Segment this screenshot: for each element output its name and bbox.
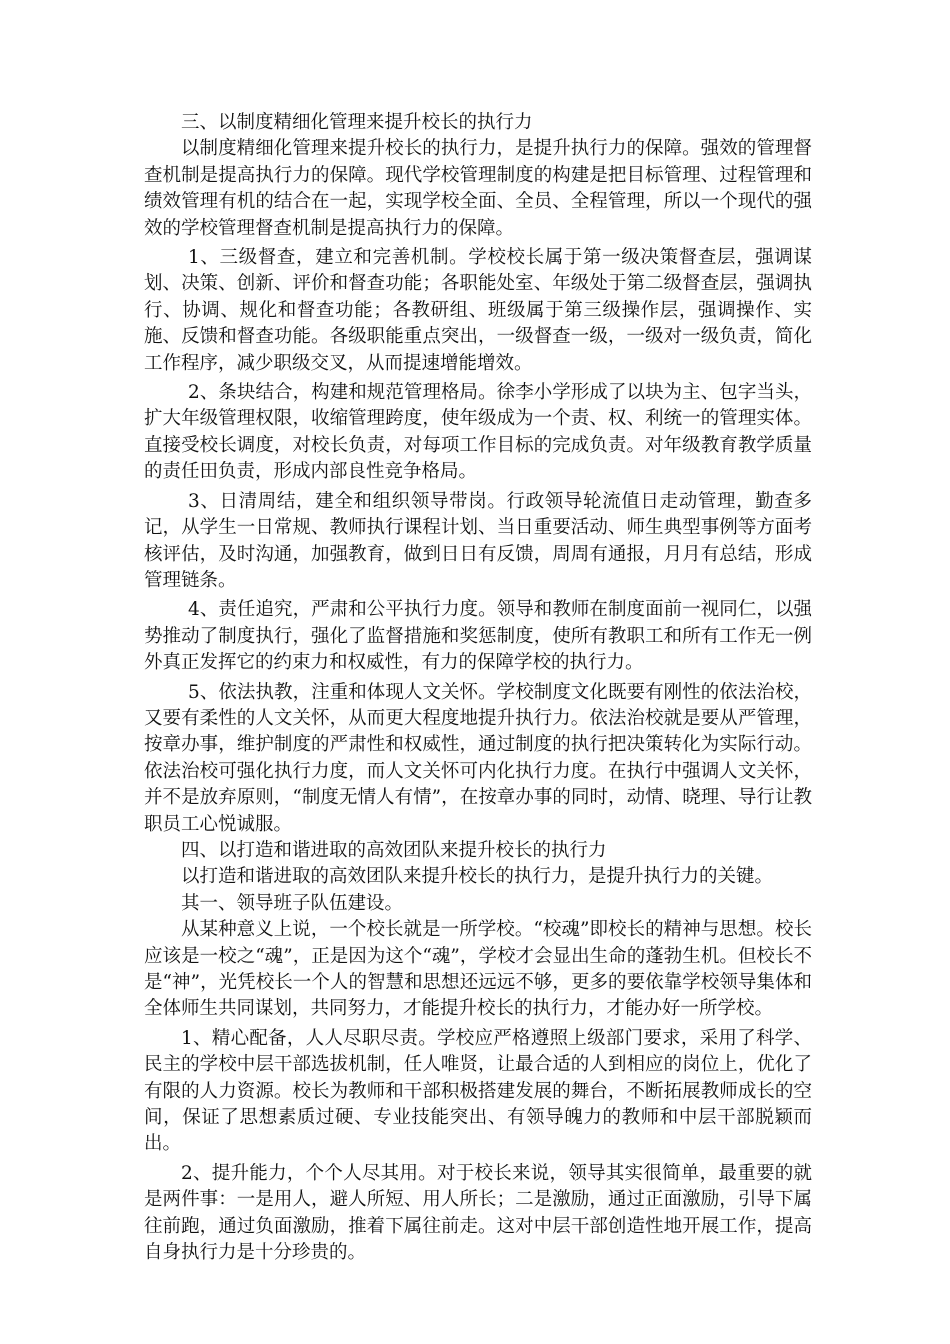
paragraph-item-5: 5、依法执教，注重和体现人文关怀。学校制度文化既要有刚性的依法治校，又要有柔性的人文关怀，从而更大程度地提升执行力。依法治校就是要从严管理，按章办事，维护制度的严肃性和权威性，通过制度的执行把决策转化为实际行动。依法治校可强化执行力度，而人文关怀可内化执行力度。在执行中强调人文关怀，并不是放弃原则，“制度无情人有情”，在按章办事的同时，动情、晓理、导行让教职员工心悦诚服。 [144,681,812,835]
paragraph-intro-3: 以制度精细化管理来提升校长的执行力，是提升执行力的保障。强效的管理督查机制是提高执行力的保障。现代学校管理制度的构建是把目标管理、过程管理和绩效管理有机的结合在一起，实现学校全面、全员、全程管理，所以一个现代的强效的学校管理督查机制是提高执行力的保障。 [144,138,812,239]
section-heading-4: 四、以打造和谐进取的高效团队来提升校长的执行力 [181,839,607,861]
subheading-team: 其一、领导班子队伍建设。 [181,892,404,914]
paragraph-item-1: 1、三级督查，建立和完善机制。学校校长属于第一级决策督查层，强调谋划、决策、创新、评价和督查功能；各职能处室、年级处于第二级督查层，强调执行、协调、规化和督查功能；各教研组、班级属于第三级操作层，强调操作、实施、反馈和督查功能。各级职能重点突出，一级督查一级，一级对一级负责，简化工作程序，减少职级交叉，从而提速增能增效。 [144,247,812,374]
paragraph-intro-4: 以打造和谐进取的高效团队来提升校长的执行力，是提升执行力的关键。 [181,866,774,888]
paragraph-team-item-2: 2、提升能力，个个人尽其用。对于校长来说，领导其实很简单，最重要的就是两件事：一是用人，避人所短、用人所长；二是激励，通过正面激励，引导下属往前跑，通过负面激励，推着下属往前走。这对中层干部创造性地开展工作，提高自身执行力是十分珍贵的。 [144,1162,812,1264]
paragraph-team-item-1: 1、精心配备，人人尽职尽责。学校应严格遵照上级部门要求，采用了科学、民主的学校中层干部选拔机制，任人唯贤，让最合适的人到相应的岗位上，优化了有限的人力资源。校长为教师和干部积极搭建发展的舞台，不断拓展教师成长的空间，保证了思想素质过硬、专业技能突出、有领导魄力的教师和中层干部脱颖而出。 [144,1027,812,1155]
section-heading-3: 三、以制度精细化管理来提升校长的执行力 [181,112,533,133]
paragraph-item-2: 2、条块结合，构建和规范管理格局。徐李小学形成了以块为主、包字当头，扩大年级管理权限，收缩管理跨度，使年级成为一个责、权、利统一的管理实体。直接受校长调度，对校长负责，对每项工作目标的完成负责。对年级教育教学质量的责任田负责，形成内部良性竞争格局。 [144,382,812,483]
paragraph-principal: 从某种意义上说，一个校长就是一所学校。“校魂”即校长的精神与思想。校长应该是一校之“魂”，正是因为这个“魂”，学校才会显出生命的蓬勃生机。但校长不是“神”，光凭校长一个人的智慧和思想还远远不够，更多的要依靠学校领导集体和全体师生共同谋划，共同努力，才能提升校长的执行力，才能办好一所学校。 [144,919,812,1020]
paragraph-item-3: 3、日清周结，建全和组织领导带岗。行政领导轮流值日走动管理，勤查多记，从学生一日常规、教师执行课程计划、当日重要活动、师生典型事例等方面考核评估，及时沟通，加强教育，做到日日有反馈，周周有通报，月月有总结，形成管理链条。 [144,490,812,591]
paragraph-item-4: 4、责任追究，严肃和公平执行力度。领导和教师在制度面前一视同仁，以强势推动了制度执行，强化了监督措施和奖惩制度，使所有教职工和所有工作无一例外真正发挥它的约束力和权威性，有力的保障学校的执行力。 [144,599,812,674]
document-page [144,110,812,1266]
